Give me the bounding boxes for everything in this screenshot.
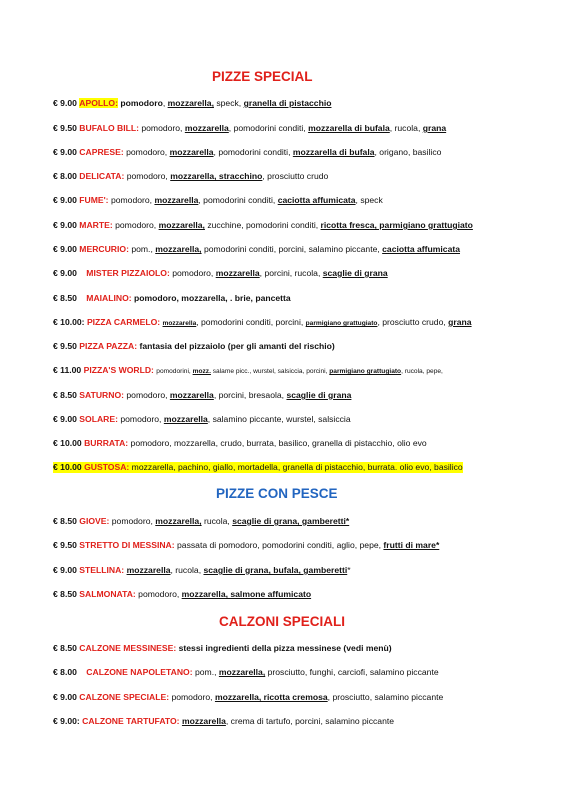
item-ingredients: pomodoro, mozzarella, porcini, rucola, scaglie di grana (169, 268, 388, 278)
item-ingredients: pomodoro, mozzarella, salamino piccante, wurstel, salsiccia (117, 414, 351, 424)
item-price: € 8.00 (53, 171, 77, 181)
item-ingredients: pomodoro, mozzarella, ricotta cremosa, prosciutto, salamino piccante (169, 692, 444, 702)
item-name: SALMONATA: (79, 589, 136, 599)
item-ingredients: pomodoro, mozzarella, stracchino, prosciutto crudo (124, 171, 329, 181)
item-price: € 10.00 (53, 462, 82, 472)
section-title-pizze-con-pesce: PIZZE CON PESCE (216, 486, 338, 501)
item-name: SOLARE: (79, 414, 118, 424)
section-title-pizze-special: PIZZE SPECIAL (212, 69, 313, 84)
menu-item (53, 565, 351, 576)
item-ingredients: pomodoro, mozzarella, rucola, scaglie di grana, gamberetti* (109, 516, 350, 526)
item-price: € 9.50 (53, 540, 77, 550)
menu-item (53, 341, 335, 352)
item-name: APOLLO: (79, 98, 118, 108)
menu-item (53, 195, 383, 206)
item-ingredients: passata di pomodoro, pomodorini conditi, aglio, pepe, frutti di mare* (174, 540, 440, 550)
item-name: STRETTO DI MESSINA: (79, 540, 175, 550)
item-ingredients: mozzarella, crema di tartufo, porcini, salamino piccante (181, 716, 395, 726)
menu-item (53, 268, 388, 279)
item-price: € 8.50 (53, 643, 77, 653)
item-ingredients: pomodoro, mozzarella, . brie, pancetta (134, 293, 291, 303)
menu-item (53, 244, 460, 255)
item-price: € 9.00 (53, 244, 77, 254)
menu-item (53, 462, 463, 473)
item-price: € 8.50 (53, 390, 77, 400)
menu-item (53, 317, 472, 329)
menu-item (53, 293, 291, 304)
item-price: € 9.00 (53, 692, 77, 702)
item-price: € 11.00 (53, 365, 82, 375)
item-name: BUFALO BILL: (79, 123, 139, 133)
item-price: € 9.00 (53, 195, 77, 205)
item-price: € 9.50 (53, 341, 77, 351)
item-price: € 9.00 (53, 98, 77, 108)
menu-item (53, 667, 439, 678)
menu-item (53, 643, 392, 654)
item-name: CAPRESE: (79, 147, 124, 157)
item-name: GIOVE: (79, 516, 110, 526)
item-name: CALZONE TARTUFATO: (82, 716, 180, 726)
item-name: MAIALINO: (86, 293, 132, 303)
item-price: € 9.00 (53, 147, 77, 157)
menu-item (53, 98, 331, 109)
item-ingredients: pomodoro, mozzarella, speck, granella di pistacchio (120, 98, 332, 108)
menu-item (53, 516, 349, 527)
item-price: € 10.00 (53, 438, 82, 448)
item-price: € 9.00 (53, 565, 77, 575)
menu-item (53, 123, 446, 134)
menu-item (53, 692, 443, 703)
item-name: SATURNO: (79, 390, 125, 400)
item-price: € 9.00 (53, 220, 77, 230)
item-price: € 10.00: (53, 317, 85, 327)
item-name: PIZZA PAZZA: (79, 341, 138, 351)
item-ingredients: pom., mozzarella, prosciutto, funghi, carciofi, salamino piccante (192, 667, 439, 677)
item-ingredients: stessi ingredienti della pizza messinese (vedi menù) (178, 643, 392, 653)
menu-item (53, 171, 328, 182)
item-price: € 8.50 (53, 293, 77, 303)
item-price: € 9.00 (53, 268, 77, 278)
menu-item (53, 589, 311, 600)
item-name: PIZZA CARMELO: (86, 317, 161, 327)
item-name: MARTE: (79, 220, 113, 230)
menu-item (53, 438, 427, 449)
item-name: DELICATA: (79, 171, 125, 181)
item-ingredients: pomodoro, mozzarella, pomodorini conditi, caciotta affumicata, speck (108, 195, 383, 205)
item-ingredients: mozzarella, pachino, giallo, mortadella, granella di pistacchio, burrata. olio evo, basilico (129, 462, 463, 472)
item-name: MERCURIO: (79, 244, 129, 254)
item-ingredients: fantasia del pizzaiolo (per gli amanti del rischio) (139, 341, 335, 351)
item-ingredients: mozzarella, pomodorini conditi, porcini, parmigiano grattugiato, prosciutto crudo, grana (162, 317, 472, 327)
item-price: € 8.50 (53, 516, 77, 526)
item-name: BURRATA: (84, 438, 129, 448)
item-name: STELLINA: (79, 565, 125, 575)
item-ingredients: pomodoro, mozzarella, porcini, bresaola, scaglie di grana (124, 390, 352, 400)
item-price: € 9.00 (53, 414, 77, 424)
item-price: € 9.50 (53, 123, 77, 133)
menu-item (53, 147, 441, 158)
item-price: € 8.00 (53, 667, 77, 677)
item-name: GUSTOSA: (84, 462, 130, 472)
item-ingredients: pom., mozzarella, pomodorini conditi, porcini, salamino piccante, caciotta affumicata (128, 244, 460, 254)
menu-item (53, 716, 394, 727)
item-name: CALZONE NAPOLETANO: (86, 667, 193, 677)
section-title-calzoni-speciali: CALZONI SPECIALI (219, 614, 346, 629)
item-name: PIZZA'S WORLD: (83, 365, 154, 375)
item-name: CALZONE SPECIALE: (79, 692, 170, 702)
item-ingredients: pomodoro, mozzarella, salmone affumicato (135, 589, 312, 599)
item-ingredients: pomodoro, mozzarella, crudo, burrata, basilico, granella di pistacchio, olio evo (128, 438, 427, 448)
item-name: CALZONE MESSINESE: (79, 643, 177, 653)
item-ingredients: pomodoro, mozzarella, pomodorini conditi, mozzarella di bufala, origano, basilico (123, 147, 442, 157)
menu-item (53, 365, 443, 377)
item-name: MISTER PIZZAIOLO: (86, 268, 170, 278)
item-ingredients: pomodoro, mozzarella, zucchine, pomodorini conditi, ricotta fresca, parmigiano grattugiato (112, 220, 473, 230)
menu-item (53, 220, 473, 231)
item-name: FUME': (79, 195, 109, 205)
menu-item (53, 390, 351, 401)
menu-item (53, 540, 439, 551)
item-ingredients: mozzarella, rucola, scaglie di grana, bufala, gamberetti* (126, 565, 351, 575)
item-ingredients: pomodorini, mozz. salame picc., wurstel, salsiccia, porcini, parmigiano grattugiato, rucola, pepe, (156, 368, 443, 375)
item-ingredients: pomodoro, mozzarella, pomodorini conditi, mozzarella di bufala, rucola, grana (138, 123, 447, 133)
item-price: € 9.00: (53, 716, 80, 726)
menu-item (53, 414, 351, 425)
item-price: € 8.50 (53, 589, 77, 599)
